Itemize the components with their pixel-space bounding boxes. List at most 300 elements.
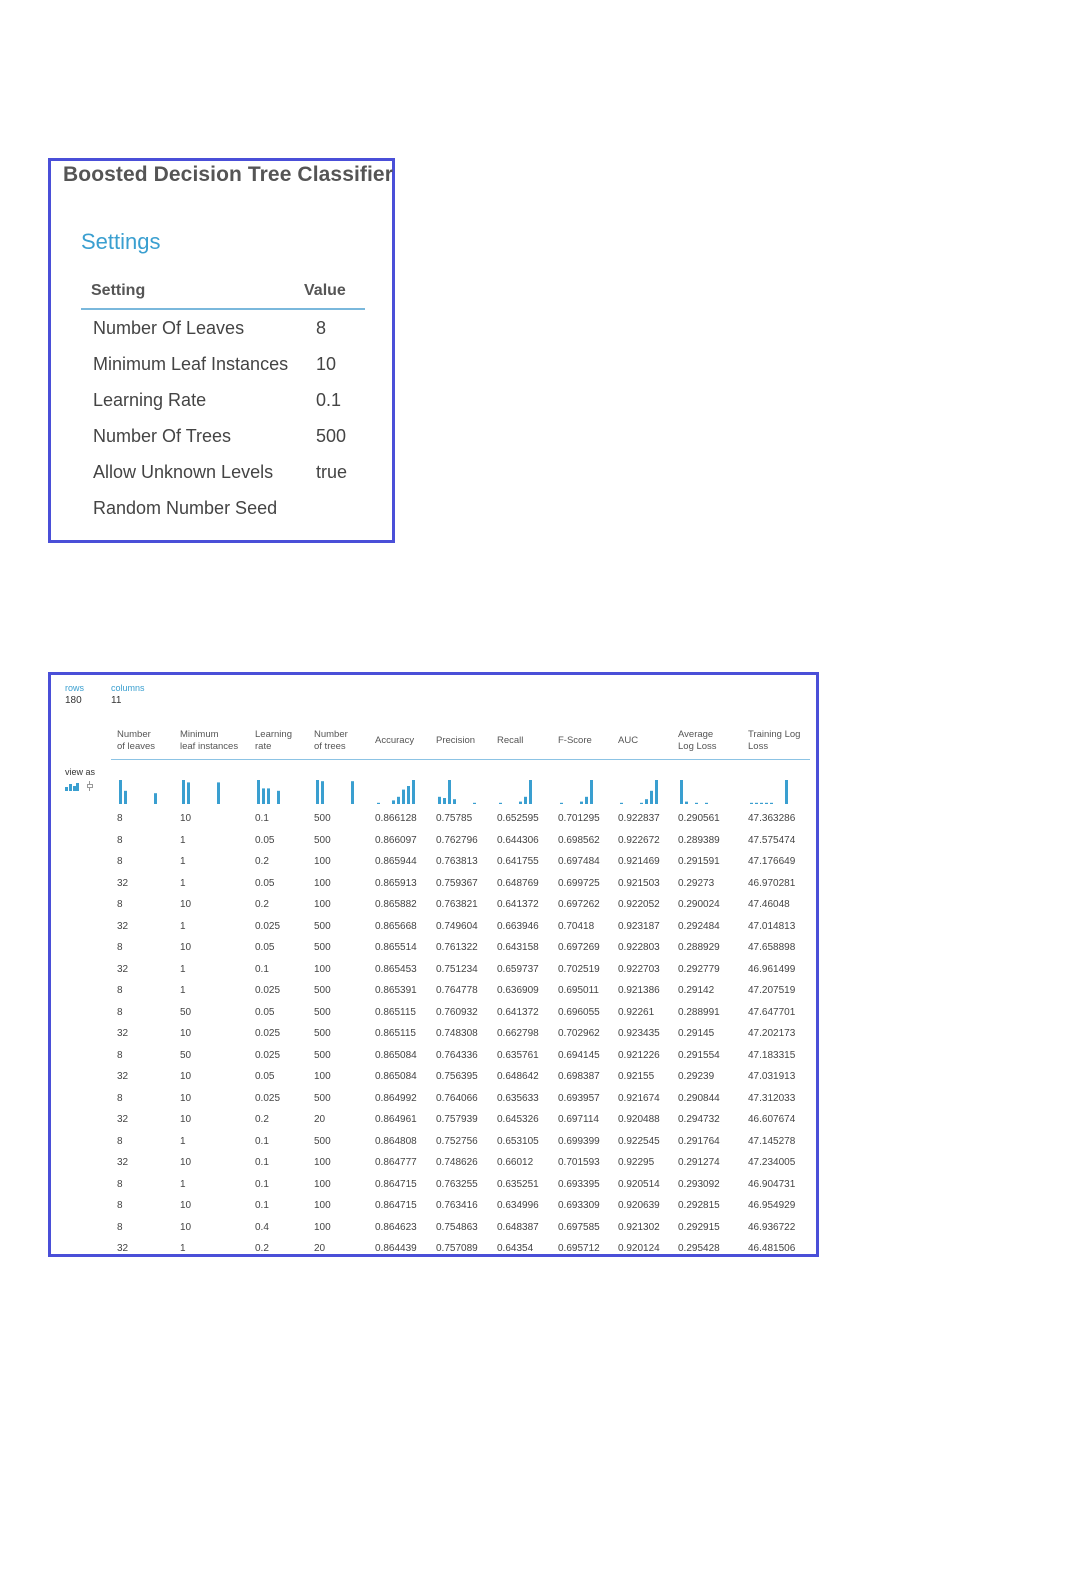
table-cell: 0.290024 <box>678 899 720 911</box>
table-cell: 500 <box>314 813 331 825</box>
table-cell: 47.234005 <box>748 1157 796 1169</box>
histogram-bar <box>755 803 758 804</box>
table-row[interactable] <box>111 937 810 959</box>
column-header-line1: Minimum <box>180 729 219 740</box>
table-cell: 0.292779 <box>678 963 720 975</box>
table-cell: 0.865913 <box>375 877 417 889</box>
table-cell: 0.921226 <box>618 1049 660 1061</box>
table-cell: 0.648769 <box>497 877 539 889</box>
settings-row <box>81 454 365 490</box>
table-cell: 8 <box>117 1200 123 1212</box>
table-cell: 0.865084 <box>375 1071 417 1083</box>
column-header[interactable] <box>612 723 672 760</box>
table-cell: 0.635761 <box>497 1049 539 1061</box>
table-cell: 8 <box>117 1135 123 1147</box>
histogram-bar <box>680 780 683 804</box>
column-histogram[interactable] <box>672 760 742 809</box>
columns-count <box>111 683 145 706</box>
table-cell: 0.922672 <box>618 834 660 846</box>
table-cell: 0.757089 <box>436 1243 478 1255</box>
table-cell: 8 <box>117 813 123 825</box>
histogram-bar <box>182 780 185 804</box>
table-cell: 0.291764 <box>678 1135 720 1147</box>
table-cell: 0.643158 <box>497 942 539 954</box>
table-cell: 500 <box>314 920 331 932</box>
table-cell: 0.702519 <box>558 963 600 975</box>
column-header[interactable] <box>308 723 369 760</box>
table-cell: 47.46048 <box>748 899 790 911</box>
columns-value: 11 <box>111 695 122 706</box>
table-cell: 47.312033 <box>748 1092 796 1104</box>
table-cell: 0.644306 <box>497 834 539 846</box>
table-cell: 0.662798 <box>497 1028 539 1040</box>
table-cell: 0.75785 <box>436 813 473 825</box>
table-cell: 100 <box>314 963 331 975</box>
column-histogram[interactable] <box>552 760 612 809</box>
histogram-bar <box>412 780 415 804</box>
table-cell: 0.652595 <box>497 813 539 825</box>
table-cell: 0.635251 <box>497 1178 539 1190</box>
table-cell: 0.697484 <box>558 856 600 868</box>
table-row[interactable] <box>111 1088 810 1110</box>
table-cell: 8 <box>117 1221 123 1233</box>
table-row[interactable] <box>111 1023 810 1045</box>
table-cell: 0.288991 <box>678 1006 720 1018</box>
table-row[interactable] <box>111 1002 810 1024</box>
settings-row <box>81 382 365 418</box>
column-header-line1: Number <box>314 729 348 740</box>
histogram-bar <box>519 802 522 804</box>
table-cell: 0.025 <box>255 920 281 932</box>
table-cell: 0.864439 <box>375 1243 417 1255</box>
table-cell: 100 <box>314 877 331 889</box>
table-row[interactable] <box>111 980 810 1002</box>
table-cell: 0.292484 <box>678 920 720 932</box>
table-cell: 0.752756 <box>436 1135 478 1147</box>
histogram-bar <box>473 803 476 804</box>
column-header-line1: Number <box>117 729 151 740</box>
column-histogram[interactable] <box>249 760 308 809</box>
table-cell: 20 <box>314 1114 326 1126</box>
settings-row <box>81 310 365 346</box>
column-header-line1: Recall <box>497 735 524 746</box>
table-row[interactable] <box>111 808 810 830</box>
table-cell: 0.865115 <box>375 1006 416 1018</box>
histogram-bar <box>321 781 324 804</box>
table-cell: 0.663946 <box>497 920 539 932</box>
value-column-header: Value <box>304 281 346 299</box>
table-cell: 47.575474 <box>748 834 796 846</box>
table-cell: 46.954929 <box>748 1200 796 1212</box>
table-row[interactable] <box>111 1109 810 1131</box>
table-cell: 32 <box>117 1157 129 1169</box>
table-cell: 0.764336 <box>436 1049 478 1061</box>
histogram-chart <box>678 778 718 804</box>
table-cell: 1 <box>180 877 186 889</box>
table-cell: 0.748308 <box>436 1028 478 1040</box>
column-histogram[interactable] <box>308 760 369 809</box>
table-cell: 500 <box>314 1006 331 1018</box>
table-cell: 0.865391 <box>375 985 417 997</box>
table-cell: 0.864777 <box>375 1157 417 1169</box>
settings-panel <box>48 158 395 543</box>
table-cell: 0.865668 <box>375 920 417 932</box>
histogram-bar <box>770 803 773 804</box>
table-row[interactable] <box>111 873 810 895</box>
table-cell: 0.921302 <box>618 1221 660 1233</box>
table-cell: 0.1 <box>255 1135 269 1147</box>
histogram-chart <box>180 778 220 804</box>
histogram-bar <box>407 786 410 804</box>
table-row[interactable] <box>111 959 810 981</box>
table-cell: 0.761322 <box>436 942 478 954</box>
table-cell: 0.762796 <box>436 834 478 846</box>
histogram-bar <box>154 793 157 804</box>
histogram-bar <box>443 798 446 804</box>
table-cell: 46.961499 <box>748 963 796 975</box>
settings-section-title: Settings <box>81 229 161 254</box>
histogram-chart <box>558 778 598 804</box>
table-row[interactable] <box>111 830 810 852</box>
histogram-bar <box>267 788 270 804</box>
columns-label: columns <box>111 683 145 693</box>
table-cell: 0.634996 <box>497 1200 539 1212</box>
table-cell: 500 <box>314 942 331 954</box>
column-header-line1: AUC <box>618 735 639 746</box>
histogram-bar <box>187 782 190 804</box>
histogram-chart <box>497 778 537 804</box>
table-cell: 0.922837 <box>618 813 660 825</box>
setting-name: Allow Unknown Levels <box>93 461 274 482</box>
table-cell: 0.757939 <box>436 1114 478 1126</box>
boxplot-icon[interactable] <box>87 781 93 791</box>
table-cell: 0.2 <box>255 1114 269 1126</box>
histogram-bar <box>453 799 456 804</box>
table-cell: 0.291554 <box>678 1049 720 1061</box>
histogram-bar <box>585 797 588 804</box>
table-cell: 0.864992 <box>375 1092 417 1104</box>
histogram-bar <box>257 780 260 804</box>
histogram-bar <box>119 780 122 804</box>
table-cell: 0.64354 <box>497 1243 534 1255</box>
table-cell: 0.693957 <box>558 1092 600 1104</box>
table-cell: 1 <box>180 1178 186 1190</box>
table-cell: 0.2 <box>255 856 269 868</box>
table-cell: 0.2 <box>255 899 269 911</box>
table-cell: 46.936722 <box>748 1221 796 1233</box>
table-cell: 10 <box>180 813 192 825</box>
table-cell: 0.756395 <box>436 1071 478 1083</box>
table-cell: 500 <box>314 834 331 846</box>
column-header[interactable] <box>491 723 552 760</box>
table-cell: 0.635633 <box>497 1092 539 1104</box>
histogram-chart <box>375 778 415 804</box>
table-cell: 47.176649 <box>748 856 796 868</box>
table-cell: 500 <box>314 1092 331 1104</box>
setting-name: Learning Rate <box>93 389 207 410</box>
setting-column-header: Setting <box>91 281 146 299</box>
table-cell: 0.648642 <box>497 1071 539 1083</box>
table-cell: 0.701295 <box>558 813 600 825</box>
table-cell: 47.014813 <box>748 920 796 932</box>
histogram-bar <box>695 803 698 804</box>
column-header-line1: F-Score <box>558 735 592 746</box>
table-cell: 32 <box>117 1114 129 1126</box>
table-row[interactable] <box>111 1045 810 1067</box>
table-cell: 32 <box>117 877 129 889</box>
table-cell: 0.653105 <box>497 1135 539 1147</box>
table-cell: 0.864808 <box>375 1135 417 1147</box>
table-cell: 0.759367 <box>436 877 478 889</box>
table-cell: 47.647701 <box>748 1006 796 1018</box>
table-cell: 0.29145 <box>678 1028 715 1040</box>
table-cell: 1 <box>180 963 186 975</box>
column-header-line1: Precision <box>436 735 476 746</box>
table-row[interactable] <box>111 1195 810 1217</box>
table-cell: 0.292915 <box>678 1221 720 1233</box>
histogram-bar <box>785 780 788 804</box>
histogram-icon[interactable] <box>65 783 79 791</box>
table-cell: 0.695011 <box>558 985 599 997</box>
table-cell: 0.659737 <box>497 963 539 975</box>
table-cell: 47.202173 <box>748 1028 796 1040</box>
table-cell: 0.697269 <box>558 942 600 954</box>
histogram-bar <box>377 803 380 804</box>
table-cell: 0.699399 <box>558 1135 600 1147</box>
results-header-row <box>111 723 810 760</box>
table-cell: 0.29142 <box>678 985 715 997</box>
table-cell: 0.696055 <box>558 1006 600 1018</box>
table-cell: 8 <box>117 1006 123 1018</box>
table-cell: 0.289389 <box>678 834 720 846</box>
histogram-bar <box>760 803 763 804</box>
histogram-bar <box>580 802 583 804</box>
table-cell: 0.025 <box>255 1049 281 1061</box>
table-cell: 32 <box>117 1028 129 1040</box>
table-row[interactable] <box>111 1152 810 1174</box>
table-cell: 32 <box>117 1243 129 1255</box>
table-cell: 0.05 <box>255 1006 275 1018</box>
column-header[interactable] <box>672 723 742 760</box>
column-histogram[interactable] <box>430 760 491 809</box>
table-cell: 0.922803 <box>618 942 660 954</box>
histogram-bar <box>438 797 441 804</box>
rows-value: 180 <box>65 695 82 706</box>
table-cell: 46.607674 <box>748 1114 796 1126</box>
table-cell: 0.864715 <box>375 1200 417 1212</box>
table-cell: 0.693309 <box>558 1200 600 1212</box>
table-cell: 0.760932 <box>436 1006 478 1018</box>
table-cell: 0.763416 <box>436 1200 478 1212</box>
table-cell: 47.207519 <box>748 985 796 997</box>
table-cell: 0.648387 <box>497 1221 539 1233</box>
table-cell: 8 <box>117 942 123 954</box>
table-cell: 0.748626 <box>436 1157 478 1169</box>
table-cell: 0.05 <box>255 877 275 889</box>
histogram-bar <box>640 803 643 804</box>
table-row[interactable] <box>111 894 810 916</box>
table-cell: 0.922052 <box>618 899 660 911</box>
histogram-chart <box>618 778 658 804</box>
table-cell: 0.920488 <box>618 1114 660 1126</box>
table-cell: 0.921503 <box>618 877 660 889</box>
table-cell: 100 <box>314 1221 331 1233</box>
histogram-bar <box>750 803 753 804</box>
rows-label: rows <box>65 683 85 693</box>
table-cell: 0.694145 <box>558 1049 600 1061</box>
table-cell: 0.92295 <box>618 1157 655 1169</box>
table-row[interactable] <box>111 916 810 938</box>
table-cell: 0.923187 <box>618 920 660 932</box>
table-cell: 0.636909 <box>497 985 539 997</box>
histogram-bar <box>685 802 688 804</box>
histogram-bar <box>655 780 658 804</box>
table-cell: 8 <box>117 899 123 911</box>
table-cell: 10 <box>180 1157 192 1169</box>
histogram-bar <box>217 782 220 804</box>
table-cell: 0.920639 <box>618 1200 660 1212</box>
table-cell: 1 <box>180 1243 186 1255</box>
table-cell: 0.641755 <box>497 856 539 868</box>
column-header[interactable] <box>369 723 430 760</box>
table-cell: 0.865084 <box>375 1049 417 1061</box>
table-row[interactable] <box>111 1238 810 1257</box>
setting-value: 500 <box>316 425 347 446</box>
table-cell: 0.294732 <box>678 1114 720 1126</box>
table-cell: 0.749604 <box>436 920 478 932</box>
histogram-bar <box>645 799 648 804</box>
column-header[interactable] <box>742 723 810 760</box>
table-cell: 10 <box>180 1092 192 1104</box>
table-cell: 0.292815 <box>678 1200 720 1212</box>
table-row[interactable] <box>111 1066 810 1088</box>
table-cell: 0.1 <box>255 1200 269 1212</box>
table-cell: 47.363286 <box>748 813 796 825</box>
column-header-line1: Average <box>678 729 714 740</box>
setting-value: 10 <box>316 353 337 374</box>
table-cell: 0.701593 <box>558 1157 600 1169</box>
setting-name: Number Of Leaves <box>93 317 245 338</box>
table-cell: 0.4 <box>255 1221 269 1233</box>
column-histogram[interactable] <box>174 760 249 809</box>
column-histogram[interactable] <box>612 760 672 809</box>
table-cell: 0.025 <box>255 1028 281 1040</box>
table-cell: 0.695712 <box>558 1243 600 1255</box>
table-cell: 32 <box>117 963 129 975</box>
table-cell: 0.865453 <box>375 963 417 975</box>
histogram-bar <box>590 780 593 804</box>
results-table <box>111 723 810 1257</box>
table-cell: 0.70418 <box>558 920 595 932</box>
rows-count <box>65 683 84 706</box>
table-row[interactable] <box>111 851 810 873</box>
column-histogram[interactable] <box>742 760 810 809</box>
table-cell: 0.865944 <box>375 856 417 868</box>
table-cell: 100 <box>314 1071 331 1083</box>
table-cell: 0.866097 <box>375 834 417 846</box>
table-cell: 0.66012 <box>497 1157 534 1169</box>
table-cell: 0.922545 <box>618 1135 660 1147</box>
histogram-bar <box>448 780 451 804</box>
table-cell: 0.295428 <box>678 1243 720 1255</box>
settings-row <box>81 346 365 382</box>
table-cell: 1 <box>180 920 186 932</box>
table-cell: 0.864961 <box>375 1114 417 1126</box>
table-cell: 32 <box>117 920 129 932</box>
table-cell: 0.290561 <box>678 813 720 825</box>
column-header[interactable] <box>249 723 308 760</box>
table-cell: 10 <box>180 1028 192 1040</box>
view-as-label: view as <box>65 767 96 777</box>
table-cell: 0.921386 <box>618 985 660 997</box>
settings-row <box>81 418 365 454</box>
table-cell: 0.290844 <box>678 1092 720 1104</box>
column-header-line2: Log Loss <box>678 741 717 752</box>
table-cell: 0.697114 <box>558 1114 599 1126</box>
table-cell: 0.697262 <box>558 899 600 911</box>
column-histogram[interactable] <box>491 760 552 809</box>
table-cell: 0.29273 <box>678 877 715 889</box>
setting-value: 0.1 <box>316 389 342 410</box>
histogram-bar <box>124 791 127 804</box>
table-cell: 0.864715 <box>375 1178 417 1190</box>
column-histogram[interactable] <box>111 760 174 809</box>
table-cell: 1 <box>180 985 186 997</box>
table-cell: 0.92261 <box>618 1006 655 1018</box>
column-header-line1: Training Log <box>748 729 801 740</box>
table-row[interactable] <box>111 1174 810 1196</box>
table-cell: 0.923435 <box>618 1028 660 1040</box>
table-cell: 0.645326 <box>497 1114 539 1126</box>
histogram-chart <box>255 778 295 804</box>
table-cell: 8 <box>117 856 123 868</box>
table-cell: 46.481506 <box>748 1243 796 1255</box>
results-panel <box>48 672 819 1257</box>
histogram-bar <box>765 803 768 804</box>
column-header[interactable] <box>430 723 491 760</box>
table-cell: 10 <box>180 1221 192 1233</box>
table-cell: 46.970281 <box>748 877 796 889</box>
column-histogram[interactable] <box>369 760 430 809</box>
table-row[interactable] <box>111 1217 810 1239</box>
table-cell: 8 <box>117 985 123 997</box>
table-cell: 0.751234 <box>436 963 478 975</box>
table-cell: 0.698387 <box>558 1071 600 1083</box>
table-cell: 0.764778 <box>436 985 478 997</box>
table-cell: 0.697585 <box>558 1221 600 1233</box>
table-cell: 0.693395 <box>558 1178 600 1190</box>
column-header[interactable] <box>174 723 249 760</box>
column-header[interactable] <box>552 723 612 760</box>
histogram-bar <box>316 780 319 804</box>
table-cell: 0.05 <box>255 834 275 846</box>
table-cell: 500 <box>314 985 331 997</box>
table-cell: 0.288929 <box>678 942 720 954</box>
settings-table <box>81 273 365 526</box>
table-cell: 0.293092 <box>678 1178 720 1190</box>
histogram-bar <box>351 781 354 804</box>
histogram-bar <box>620 803 623 804</box>
table-cell: 0.025 <box>255 1092 281 1104</box>
histogram-row <box>111 760 810 809</box>
table-cell: 1 <box>180 834 186 846</box>
column-header-line1: Accuracy <box>375 735 415 746</box>
table-row[interactable] <box>111 1131 810 1153</box>
column-header-line2: of leaves <box>117 741 156 752</box>
column-header[interactable] <box>111 723 174 760</box>
table-cell: 0.699725 <box>558 877 600 889</box>
setting-name: Minimum Leaf Instances <box>93 353 289 374</box>
